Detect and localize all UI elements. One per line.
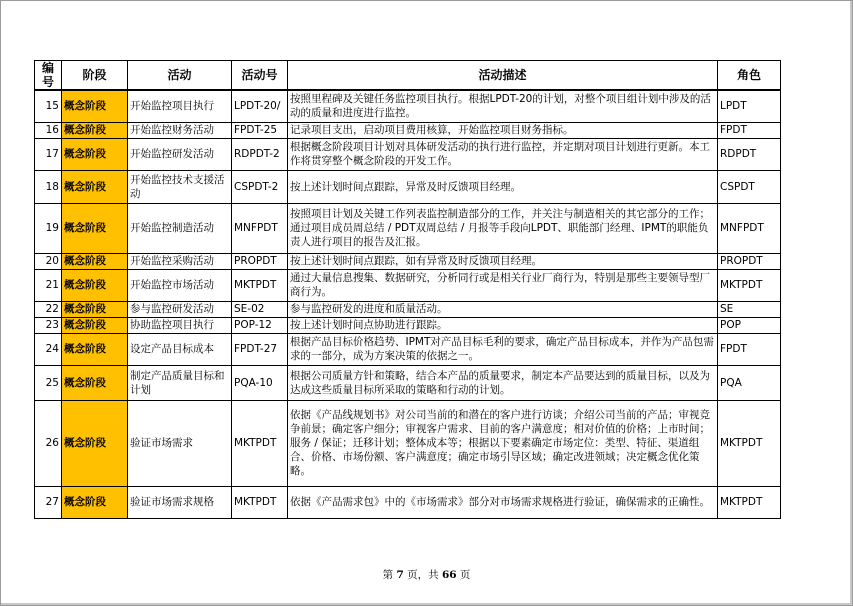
row-description: 记录项目支出，启动项目费用核算，开始监控项目财务指标。 — [288, 122, 718, 138]
row-description: 按上述计划时间点跟踪，如有异常及时反馈项目经理。 — [288, 253, 718, 269]
row-role: LPDT — [718, 90, 781, 122]
row-activity: 设定产品目标成本 — [128, 333, 232, 365]
row-num: 20 — [35, 253, 62, 269]
table-row — [35, 301, 781, 317]
header-activity: 活动 — [128, 61, 232, 91]
row-activity-no: MKTPDT — [232, 400, 288, 486]
row-role: PQA — [718, 365, 781, 400]
row-description: 通过大量信息搜集、数据研究，分析同行或是相关行业厂商行为，特别是那些主要领导型厂商行为。 — [288, 269, 718, 301]
row-description: 依据《产品需求包》中的《市场需求》部分对市场需求规格进行验证，确保需求的正确性。 — [288, 486, 718, 518]
row-role: MKTPDT — [718, 400, 781, 486]
table-row — [35, 90, 781, 122]
row-role: MNFPDT — [718, 203, 781, 253]
row-phase: 概念阶段 — [62, 138, 128, 170]
row-phase: 概念阶段 — [62, 90, 128, 122]
row-activity-no: CSPDT-2 — [232, 170, 288, 203]
table-row — [35, 122, 781, 138]
row-phase: 概念阶段 — [62, 122, 128, 138]
row-phase: 概念阶段 — [62, 486, 128, 518]
row-activity-no: MKTPDT — [232, 269, 288, 301]
footer-total-pages: 66 — [441, 569, 457, 581]
row-description: 依据《产品线规划书》对公司当前的和潜在的客户进行访谈；介绍公司当前的产品；审视竞争前景；确定客户细分；审视客户需求、目前的客户满意度；相对价值的价格；上市时间；服务 / 保证；迁移计划；整体成本等；根据以下要素确定市场定位：类型、特征、渠道组合、价格、市场份额、客户满意度；确定市场引导区域；确定改进领域；决定概念优化策略。 — [288, 400, 718, 486]
header-description: 活动描述 — [288, 61, 718, 91]
row-activity-no: MNFPDT — [232, 203, 288, 253]
table-row — [35, 317, 781, 333]
row-phase: 概念阶段 — [62, 400, 128, 486]
row-activity: 参与监控研发活动 — [128, 301, 232, 317]
row-num: 21 — [35, 269, 62, 301]
footer-page-number: 7 — [396, 569, 404, 581]
row-activity: 开始监控研发活动 — [128, 138, 232, 170]
row-role: CSPDT — [718, 170, 781, 203]
row-activity-no: SE-02 — [232, 301, 288, 317]
row-phase: 概念阶段 — [62, 317, 128, 333]
row-role: MKTPDT — [718, 486, 781, 518]
row-description: 按照项目计划及关键工作列表监控制造部分的工作，并关注与制造相关的其它部分的工作；通过项目成员周总结 / PDT双周总结 / 月报等手段向LPDT、职能部门经理、IPMT的职能负责人进行项目的报告及汇报。 — [288, 203, 718, 253]
row-activity: 开始监控市场活动 — [128, 269, 232, 301]
row-activity-no: POP-12 — [232, 317, 288, 333]
row-description: 按上述计划时间点跟踪，异常及时反馈项目经理。 — [288, 170, 718, 203]
row-role: POP — [718, 317, 781, 333]
row-num: 17 — [35, 138, 62, 170]
row-activity-no: LPDT-20/ — [232, 90, 288, 122]
table-row — [35, 486, 781, 518]
row-activity: 协助监控项目执行 — [128, 317, 232, 333]
row-num: 23 — [35, 317, 62, 333]
row-description: 根据公司质量方针和策略，结合本产品的质量要求，制定本产品要达到的质量目标，以及为达成这些质量目标所采取的策略和行动的计划。 — [288, 365, 718, 400]
row-num: 15 — [35, 90, 62, 122]
row-activity-no: MKTPDT — [232, 486, 288, 518]
header-role: 角色 — [718, 61, 781, 91]
activity-table — [34, 60, 781, 519]
row-phase: 概念阶段 — [62, 203, 128, 253]
row-num: 25 — [35, 365, 62, 400]
row-activity-no: FPDT-25 — [232, 122, 288, 138]
table-row — [35, 400, 781, 486]
table-row — [35, 365, 781, 400]
row-activity-no: FPDT-27 — [232, 333, 288, 365]
footer-suffix: 页 — [459, 569, 471, 581]
row-description: 参与监控研发的进度和质量活动。 — [288, 301, 718, 317]
row-role: FPDT — [718, 333, 781, 365]
footer-prefix: 第 — [382, 569, 394, 581]
row-num: 18 — [35, 170, 62, 203]
table-row — [35, 138, 781, 170]
table-row — [35, 253, 781, 269]
row-activity: 验证市场需求 — [128, 400, 232, 486]
header-phase: 阶段 — [62, 61, 128, 91]
row-phase: 概念阶段 — [62, 365, 128, 400]
page-footer — [0, 567, 853, 582]
row-phase: 概念阶段 — [62, 253, 128, 269]
row-num: 24 — [35, 333, 62, 365]
row-activity: 开始监控财务活动 — [128, 122, 232, 138]
row-activity-no: RDPDT-2 — [232, 138, 288, 170]
row-num: 19 — [35, 203, 62, 253]
row-activity: 开始监控项目执行 — [128, 90, 232, 122]
row-description: 根据概念阶段项目计划对具体研发活动的执行进行监控，并定期对项目计划进行更新。本工作将贯穿整个概念阶段的开发工作。 — [288, 138, 718, 170]
row-activity: 制定产品质量目标和计划 — [128, 365, 232, 400]
table-row — [35, 333, 781, 365]
row-activity-no: PQA-10 — [232, 365, 288, 400]
row-phase: 概念阶段 — [62, 333, 128, 365]
row-description: 按上述计划时间点协助进行跟踪。 — [288, 317, 718, 333]
row-description: 根据产品目标价格趋势、IPMT对产品目标毛利的要求，确定产品目标成本，并作为产品包需求的一部分，成为方案决策的依据之一。 — [288, 333, 718, 365]
row-activity: 开始监控制造活动 — [128, 203, 232, 253]
row-activity: 开始监控技术支援活动 — [128, 170, 232, 203]
row-role: FPDT — [718, 122, 781, 138]
header-activity-no: 活动号 — [232, 61, 288, 91]
row-num: 26 — [35, 400, 62, 486]
row-activity: 验证市场需求规格 — [128, 486, 232, 518]
row-description: 按照里程碑及关键任务监控项目执行。根据LPDT-20的计划，对整个项目组计划中涉及的活动的质量和进度进行监控。 — [288, 90, 718, 122]
table-row — [35, 203, 781, 253]
footer-middle: 页，共 — [407, 569, 439, 581]
table-row — [35, 269, 781, 301]
header-row — [35, 61, 781, 91]
row-activity-no: PROPDT — [232, 253, 288, 269]
row-phase: 概念阶段 — [62, 301, 128, 317]
row-num: 22 — [35, 301, 62, 317]
row-phase: 概念阶段 — [62, 170, 128, 203]
row-role: SE — [718, 301, 781, 317]
row-phase: 概念阶段 — [62, 269, 128, 301]
header-num: 编号 — [35, 61, 62, 91]
row-role: PROPDT — [718, 253, 781, 269]
row-num: 27 — [35, 486, 62, 518]
row-role: MKTPDT — [718, 269, 781, 301]
table-row — [35, 170, 781, 203]
row-activity: 开始监控采购活动 — [128, 253, 232, 269]
row-role: RDPDT — [718, 138, 781, 170]
row-num: 16 — [35, 122, 62, 138]
